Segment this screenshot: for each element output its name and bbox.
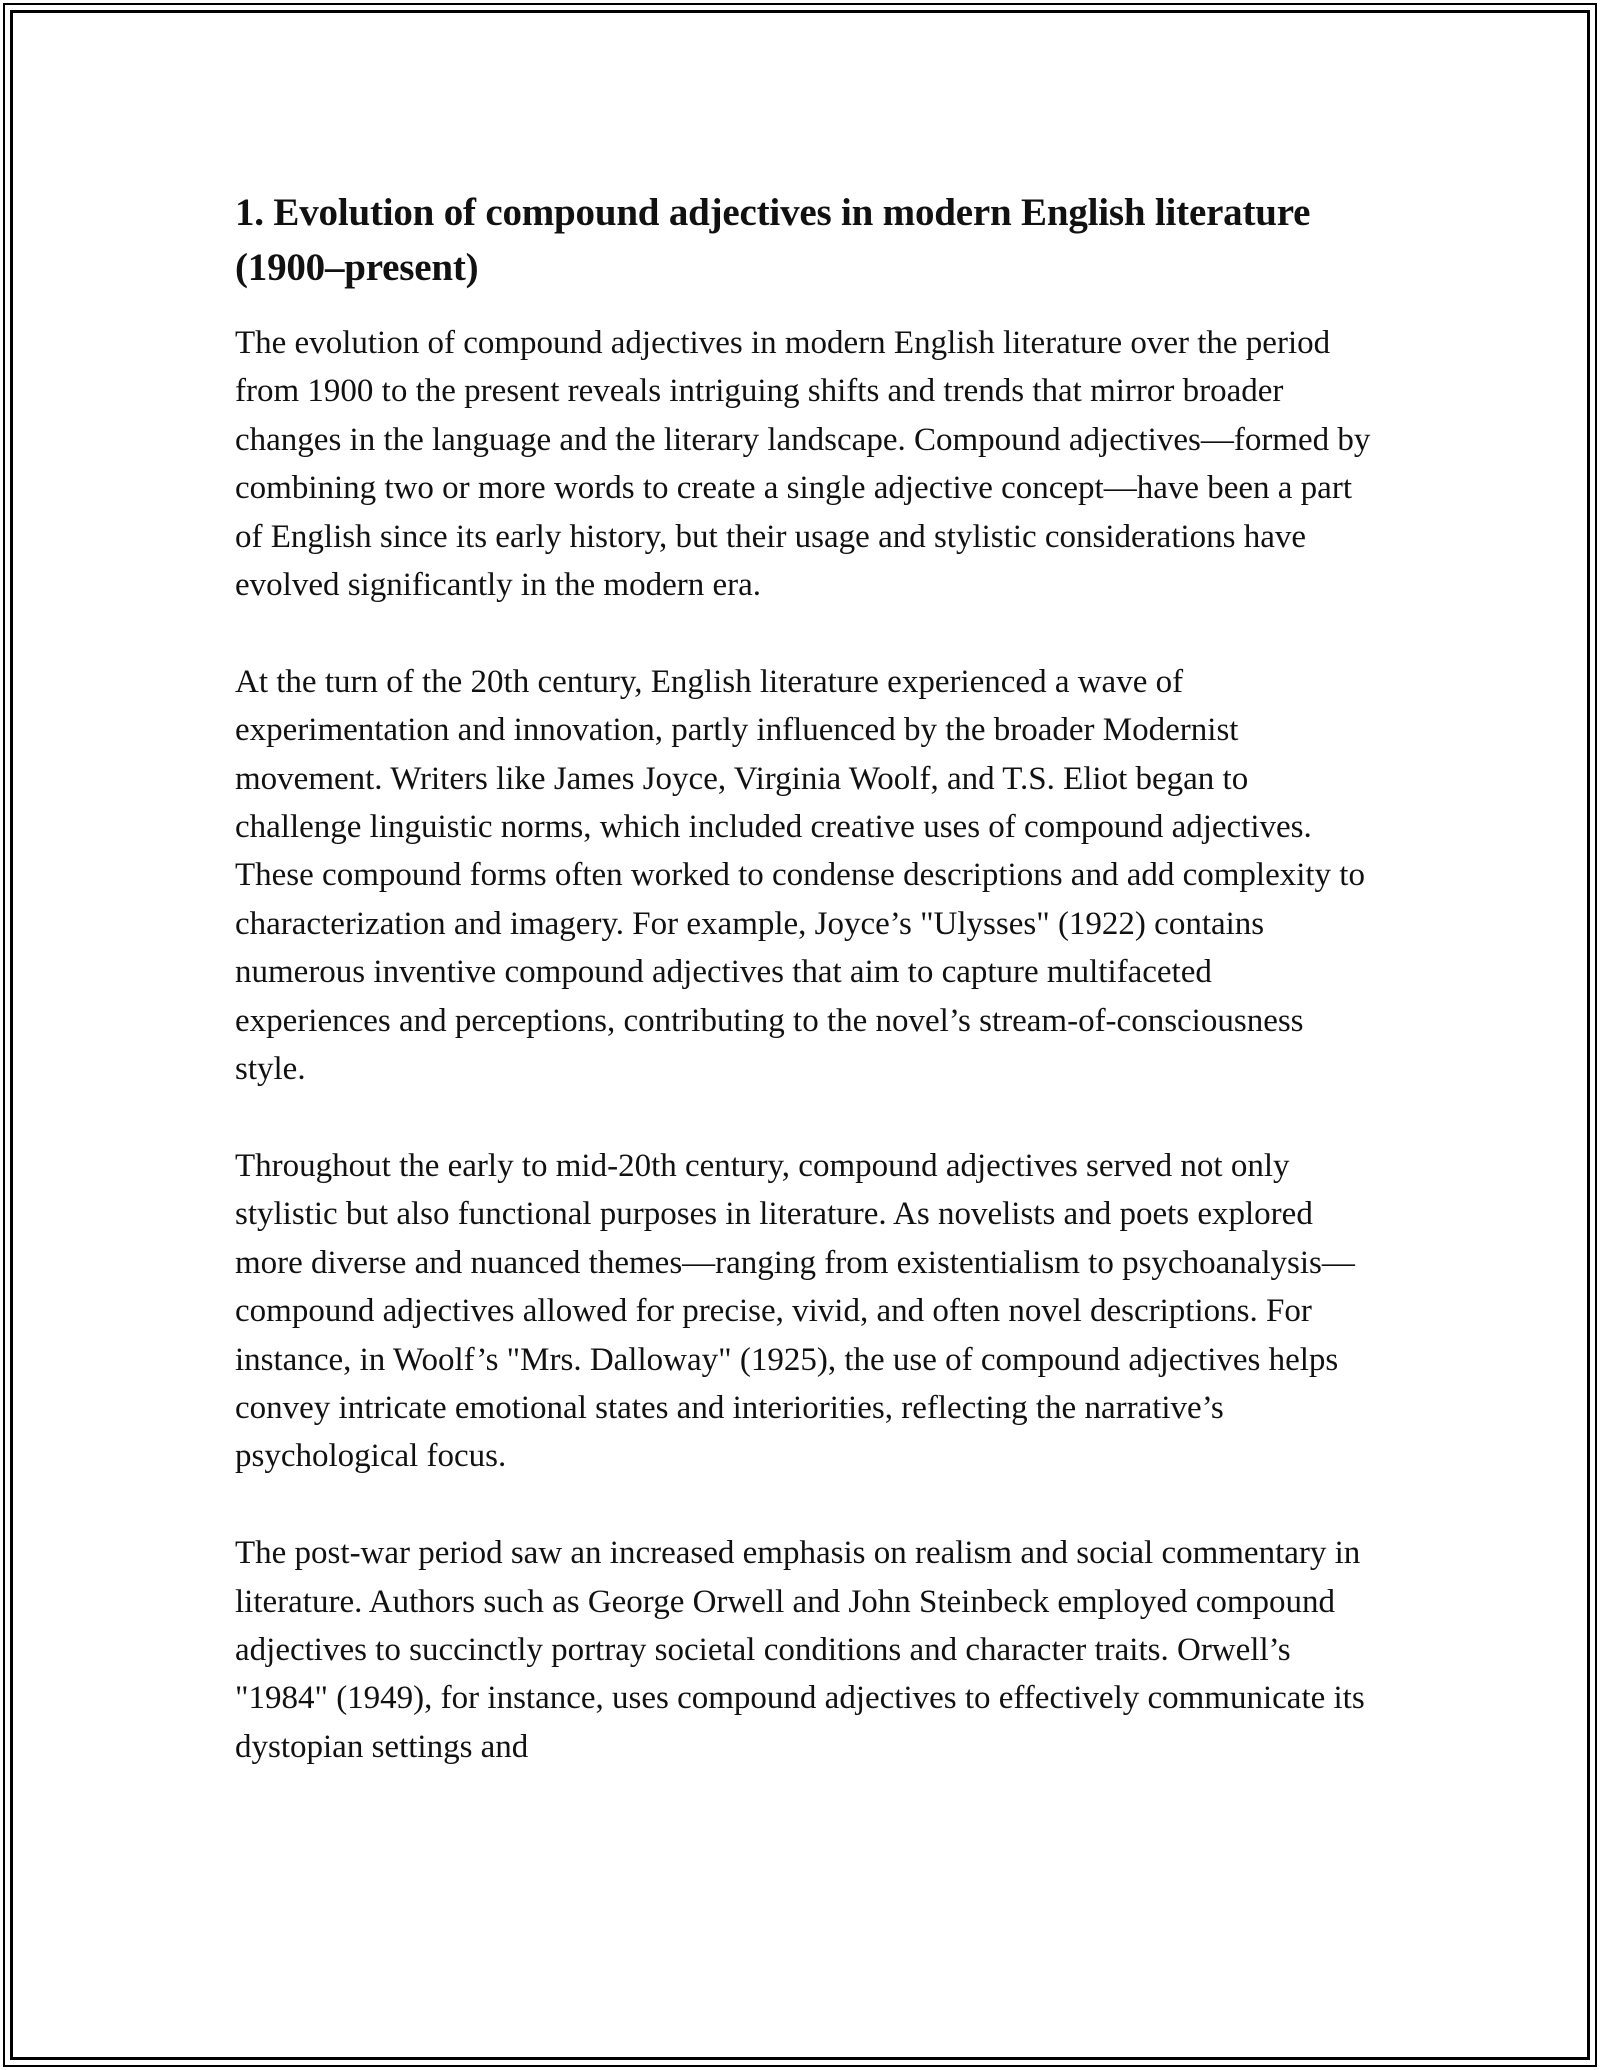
paragraph-intro: The evolution of compound adjectives in modern English literature over the period from 1900 to the present reveals intriguing shifts and trends that mirror broader changes in the language and the literary landscape. Compound adjectives—formed by combining two or more words to create a single adjective concept—have been a part of English since its early history, but their usage and stylistic considerations have evolved significantly in the modern era. [235,325,1371,604]
paragraph-mid-century: Throughout the early to mid-20th century, compound adjectives served not only stylistic but also functional purposes in literature. As novelists and poets explored more diverse and nuanced themes—ranging from existentialism to psychoanalysis—compound adjectives allowed for precise, vivid, and often novel descriptions. For instance, in Woolf’s "Mrs. Dalloway" (1925), the use of compound adjectives helps convey intricate emotional states and interiorities, reflecting the narrative’s psychological focus. [235,1147,1355,1475]
document-body [235,185,1375,1771]
paragraph-modernism: At the turn of the 20th century, English literature experienced a wave of experimentation and innovation, partly influenced by the broader Modernist movement. Writers like James Joyce, Virginia Woolf, and T.S. Eliot began to challenge linguistic norms, which included creative uses of compound adjectives. These compound forms often worked to condense descriptions and add complexity to characterization and imagery. For example, Joyce’s "Ulysses" (1922) contains numerous inventive compound adjectives that aim to capture multifaceted experiences and perceptions, contributing to the novel’s stream-of-consciousness style. [235,663,1365,1088]
paragraph-post-war: The post-war period saw an increased emphasis on realism and social commentary in literature. Authors such as George Orwell and John Steinbeck employed compound adjectives to succinctly portray societal conditions and character traits. Orwell’s "1984" (1949), for instance, uses compound adjectives to effectively communicate its dystopian settings and [235,1535,1365,1765]
section-heading: 1. Evolution of compound adjectives in modern English literature (1900–present) [235,191,1311,289]
